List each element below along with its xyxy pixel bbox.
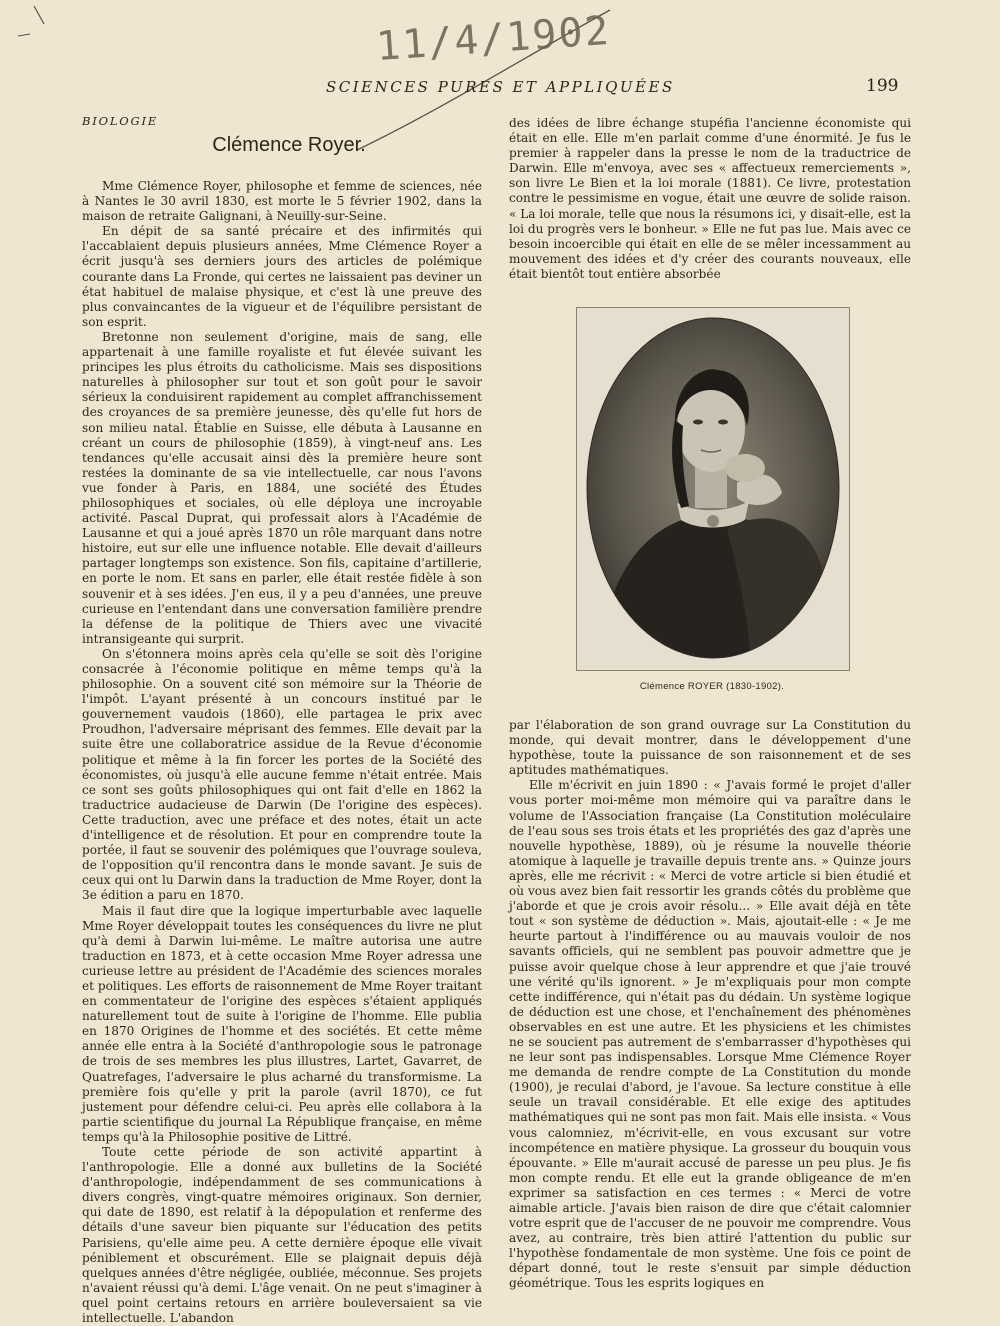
right-column-top — [509, 116, 911, 282]
running-header: SCIENCES PURES ET APPLIQUÉES — [326, 78, 675, 96]
section-label: BIOLOGIE — [82, 114, 159, 128]
paragraph: Toute cette période de son activité appartint à l'anthropologie. Elle a donné aux bulletins de la Société d'anthropologie, indépendamment de ses communications à divers congrès, vingt-quatre mémoires originaux. Son dernier, qui date de 1890, est relatif à la dépopulation et renferme des détails d'une saveur bien piquante sur l'éducation des petits Parisiens, qu'elle aime peu. A cette dernière époque elle vivait péniblement et obscurément. Elle se plaignait depuis déjà quelques années d'être négligée, oubliée, méconnue. Ses projets n'avaient réussi qu'à demi. L'âge venait. On ne peut s'imaginer à quel point certains retours en arrière bouleversaient sa vie intellectuelle. L'abandon — [82, 1145, 482, 1326]
portrait-figure — [576, 307, 850, 671]
paragraph: Mme Clémence Royer, philosophe et femme de sciences, née à Nantes le 30 avril 1830, est morte le 5 février 1902, dans la maison de retraite Galignani, à Neuilly-sur-Seine. — [82, 179, 482, 224]
paragraph: des idées de libre échange stupéfia l'ancienne économiste qui était en elle. Elle m'en parlait comme d'une énormité. Je fus le premier à rappeler dans la presse le nom de la traductrice de Darwin. Elle m'envoya, avec ses « affectueux remerciements », son livre Le Bien et la loi morale (1881). Ce livre, protestation contre le pessimisme en vogue, était une œuvre de solide raison. « La loi morale, telle que nous la résumons ici, y disait-elle, est la loi du progrès vers le bonheur. » Elle ne fut pas lue. Mais avec ce besoin incoercible qui était en elle de se mêler incessamment au mouvement des idées et d'y créer des courants nouveaux, elle était bientôt tout entière absorbée — [509, 116, 911, 281]
handwritten-date: 11/4/1902 — [374, 7, 613, 71]
article-title: Clémence Royer. — [212, 134, 366, 156]
page-number: 199 — [866, 76, 899, 96]
paragraph: Bretonne non seulement d'origine, mais de sang, elle appartenait à une famille royaliste et fut élevée suivant les principes les plus étroits du catholicisme. Mais ses dispositions naturelles à philosopher sur tout et son goût pour le savoir sérieux la conduisirent rapidement au complet affranchissement des croyances de sa première jeunesse, dès qu'elle fut hors de son milieu natal. Établie en Suisse, elle débuta à Lausanne en créant un cours de philosophie (1859), à vingt-neuf ans. Les tendances qu'elle accusait ainsi dès la première heure sont restées la dominante de sa vie intellectuelle, car nous l'avons vue fonder à Paris, en 1884, une société des Études philosophiques et sociales, où elle déploya une incroyable activité. Pascal Duprat, qui professait alors à l'Académie de Lausanne et qui a joué après 1870 un rôle marquant dans notre histoire, eut sur elle une influence notable. Elle devait d'ailleurs partager longtemps son existence. Son fils, capitaine d'artillerie, en porte le nom. Et sans en parler, elle était restée fidèle à son souvenir et à ses idées. J'en eus, il y a peu d'années, une preuve curieuse en l'entendant dans une conversation familière prendre la défense de la politique de Thiers avec une vivacité intransigeante qui surprit. — [82, 329, 482, 646]
paragraph: par l'élaboration de son grand ouvrage sur La Constitution du monde, qui devait montrer, dans le développement d'une hypothèse, toute la puissance de son raisonnement et de ses aptitudes mathématiques. — [509, 718, 911, 778]
portrait-photo — [577, 308, 849, 670]
paragraph: Elle m'écrivit en juin 1890 : « J'avais formé le projet d'aller vous porter moi-même mon mémoire qui va paraître dans le volume de l'Association française (La Constitution moléculaire de l'eau sous ses trois états et les propriétés des gaz d'après une nouvelle hypothèse, 1889), où je résume la nouvelle théorie atomique à laquelle je travaille depuis trente ans. » Quinze jours après, elle me récrivit : « Merci de votre article si bien étudié et où vous avez bien fait ressortir les grands côtés du problème que j'aborde et que je crois avoir résolu... » Elle avait déjà en tête tout « son système de déduction ». Mais, ajoutait-elle : « Je me heurte partout à l'indifférence ou au mauvais vouloir de nos savants officiels, qui ne semblent pas pouvoir admettre que je puisse avoir quelque chose à leur apprendre et que j'aie trouvé une vérité qu'ils ignorent. » Je m'expliquais pour mon compte cette indifférence, qui n'était pas du dédain. Un système logique de déduction est une chose, et l'enchaînement des phénomènes observables en est une autre. Et les physiciens et les chimistes ne se soucient pas autrement de s'embarrasser d'hypothèses qui ne leur sont pas indispensables. Lorsque Mme Clémence Royer me demanda de rendre compte de La Constitution du monde (1900), je reculai d'abord, je l'avoue. Sa lecture constitue à elle seule un travail considérable. Et elle exige des aptitudes mathématiques qui ne sont pas mon fait. Mais elle insista. « Vous vous calomniez, m'écrivit-elle, en vous excusant sur votre incompétence en matière physique. La grosseur du bouquin vous épouvante. » Elle m'aurait accusé de paresse un peu plus. Je fis mon compte rendu. Et elle eut la grande obligeance de m'en exprimer sa satisfaction en ces termes : « Merci de votre aimable article. J'avais bien raison de dire que c'était calomnier votre esprit que de l'accuser de ne pouvoir me comprendre. Vous avez, au contraire, très bien attiré l'attention du public sur l'hypothèse fondamentale de mon système. Une fois ce point de départ donné, tout le reste s'ensuit par simple déduction géométrique. Tous les esprits logiques en — [509, 778, 911, 1291]
left-column — [82, 114, 482, 1326]
right-column-bottom — [509, 718, 911, 1292]
paragraph: On s'étonnera moins après cela qu'elle se soit dès l'origine consacrée à l'économie politique en même temps qu'à la philosophie. On a souvent cité son mémoire sur la Théorie de l'impôt. L'ayant présenté à un concours institué par le gouvernement vaudois (1860), elle partagea le prix avec Proudhon, l'adversaire méprisant des femmes. Elle devait par la suite être une collaboratrice assidue de la Revue d'économie politique et même à la fin forcer les portes de la Société des économistes, où jusqu'à elle aucune femme n'était entrée. Mais ce sont ses goûts philosophiques qui ont fait d'elle en 1862 la traductrice audacieuse de Darwin (De l'origine des espèces). Cette traduction, avec une préface et des notes, était un acte d'intelligence et de résolution. Et pour en comprendre toute la portée, il faut se souvenir des polémiques que l'ouvrage souleva, de l'opposition qu'il rencontra dans le monde savant. Je suis de ceux qui ont lu Darwin dans la traduction de Mme Royer, dont la 3e édition a paru en 1870. — [82, 646, 482, 903]
paragraph: Mais il faut dire que la logique imperturbable avec laquelle Mme Royer développait toutes les conséquences du livre ne plut qu'à demi à Darwin lui-même. Le maître autorisa une autre traduction en 1873, et à cette occasion Mme Royer adressa une curieuse lettre au président de l'Académie des sciences morales et politiques. Les efforts de raisonnement de Mme Royer traitant en commentateur de l'origine des espèces s'étaient appliqués naturellement tout de suite à l'origine de l'homme. Elle publia en 1870 Origines de l'homme et des sociétés. Et cette même année elle entra à la Société d'anthropologie sous le patronage de trois de ses membres les plus illustres, Lartet, Gavarret, de Quatrefages, l'adversaire le plus acharné du transformisme. La première fois qu'elle y prit la parole (avril 1870), ce fut justement pour défendre celui-ci. Peu après elle collabora à la partie scientifique du journal La République française, en même temps qu'à la Philosophie positive de Littré. — [82, 903, 482, 1144]
paragraph: En dépit de sa santé précaire et des infirmités qui l'accablaient depuis plusieurs années, Mme Clémence Royer a écrit jusqu'à ses derniers jours des articles de polémique courante dans La Fronde, qui certes ne laissaient pas deviner un état habituel de malaise physique, et c'est là une preuve des plus convaincantes de la vigueur et de l'équilibre persistant de son esprit. — [82, 224, 482, 329]
figure-caption: Clémence ROYER (1830-1902). — [639, 681, 785, 692]
